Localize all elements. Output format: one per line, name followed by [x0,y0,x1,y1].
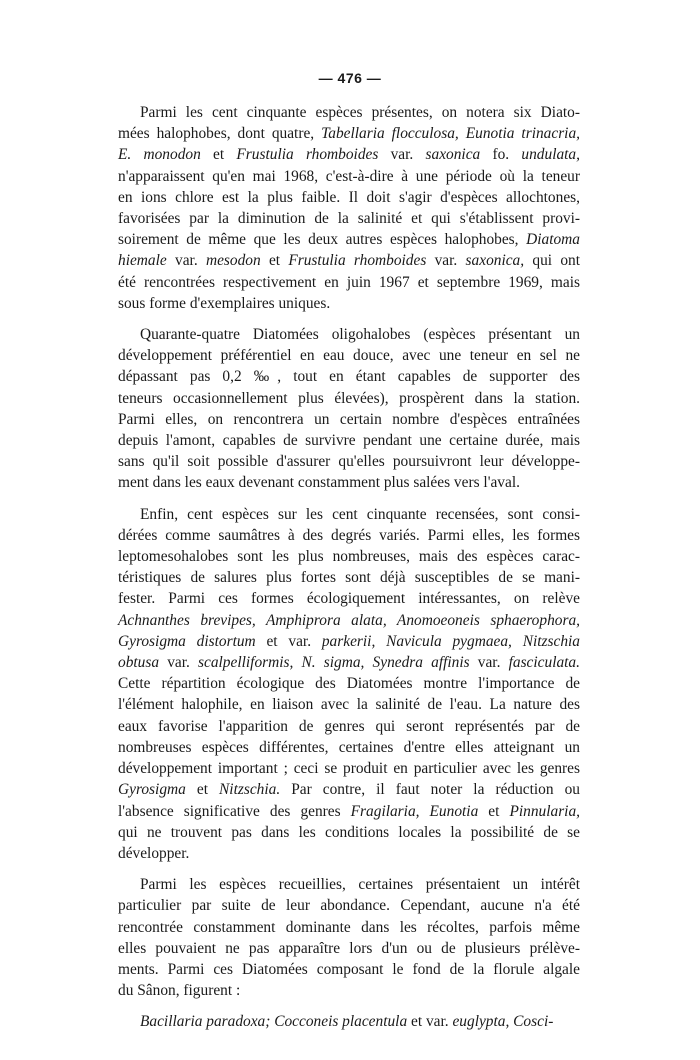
text-run: soirement de même que les deux autres espèces halophobes, [118,231,527,249]
text-line [118,610,580,631]
text-run: sous forme d'exemplaires uniques. [118,294,331,312]
text-line [118,567,580,588]
text-line [118,758,580,779]
text-run: téristiques de salures plus fortes sont déjà susceptibles de se mani- [118,569,580,587]
text-run: et [260,252,289,270]
text-run: mées halophobes, dont quatre, [118,125,322,143]
italic-text: obtusa [118,654,160,672]
text-line [118,102,580,123]
text-run: teneurs occasionnellement plus élevées), prospèrent dans la station. [118,389,580,407]
text-run: fester. Parmi ces formes écologiquement intéressantes, on relève [118,590,580,608]
text-line [118,588,580,609]
text-run: développement préférentiel en eau douce, avec une teneur en sel ne [118,347,580,365]
text-line [118,895,580,916]
text-run: ments. Parmi ces Diatomées composant le fond de la florule algale [118,960,580,978]
paragraph [118,504,580,864]
text-line [118,716,580,737]
text-run: nombreuses espèces différentes, certaines d'entre elles atteignant un [118,738,580,756]
italic-text: Nitzschia. [219,781,281,799]
italic-text: hiemale [118,252,167,270]
text-line [118,737,580,758]
text-line [118,874,580,895]
text-run: n'apparaissent qu'en mai 1968, c'est-à-dire à une période où la teneur [118,167,580,185]
text-run: et [185,781,220,799]
italic-text: saxonica, [465,252,525,270]
text-run: var. [426,252,466,270]
text-run: et var. [407,1013,453,1031]
text-run: elles pouvaient ne pas apparaître lors d'un ou de plusieurs prélève- [118,939,580,957]
text-line [118,144,580,165]
text-run: var. [159,654,199,672]
text-run: var. [378,146,426,164]
text-run: Parmi elles, on rencontrera un certain nombre d'espèces entraînées [118,410,580,428]
text-line [118,430,580,451]
paragraph [118,874,580,1001]
text-run: fo. [480,146,522,164]
text-line [118,504,580,525]
paragraph [118,102,580,314]
text-line [118,917,580,938]
text-run: var. [166,252,206,270]
text-line [118,250,580,271]
text-run: l'absence significative des genres [118,802,351,820]
text-run: sans qu'il soit possible d'assurer qu'elles poursuivront leur développe- [118,453,580,471]
text-run: ment dans les eaux devenant constamment plus salées vers l'aval. [118,474,520,492]
text-run: Quarante-quatre Diatomées oligohalobes (espèces présentant un [140,326,580,344]
italic-text: E. monodon [118,146,201,164]
italic-text: Frustulia rhomboides [288,252,427,270]
italic-text: Gyrosigma [118,781,186,799]
text-line [118,187,580,208]
page-number: — 476 — [318,70,382,86]
text-line [118,673,580,694]
text-line [118,324,580,345]
text-line [118,166,580,187]
text-run: développement important ; ceci se produit en particulier avec les genres [118,760,580,778]
text-line [118,779,580,800]
italic-text: Fragilaria, Eunotia [350,802,479,820]
text-line [118,229,580,250]
text-line [118,208,580,229]
text-run: leptomesohalobes sont les plus nombreuses, mais des espèces carac- [118,548,580,566]
text-run: depuis l'amont, capables de survivre pendant une certaine durée, mais [118,432,580,450]
text-run: et [478,802,510,820]
text-run: var. [469,654,509,672]
italic-text: scalpelliformis, N. sigma, Synedra affinis [198,654,470,672]
text-line [118,546,580,567]
text-line [118,959,580,980]
italic-text: Achnanthes brevipes, Amphiprora alata, Anomoeoneis sphaerophora, [118,611,580,629]
italic-text: Diatoma [526,231,580,249]
text-run: Parmi les cent cinquante espèces présentes, on notera six Diato- [140,104,580,121]
paragraph [118,1011,580,1032]
text-run: été rencontrées respectivement en juin 1967 et septembre 1969, mais [118,273,580,291]
italic-text: Bacillaria paradoxa; Cocconeis placentula [140,1013,408,1031]
text-run: en ions chlore est la plus faible. Il doit s'agir d'espèces allochtones, [118,188,580,206]
text-run: l'élément halophile, en liaison avec la salinité de l'eau. La nature des [118,696,580,714]
text-line [118,801,580,822]
text-run: favorisées par la diminution de la salinité et qui s'établissent provi- [118,210,580,228]
text-line [118,694,580,715]
text-run: Enfin, cent espèces sur les cent cinquante recensées, sont consi- [140,505,580,523]
italic-text: fasciculata. [508,654,580,672]
paragraph [118,324,580,494]
text-line [118,525,580,546]
text-line [118,366,580,387]
text-run: eaux favorise l'apparition de genres qui seront représentés par de [118,717,580,735]
italic-text: euglypta, Cosci- [452,1013,554,1031]
italic-text: saxonica [425,146,481,164]
text-line [118,123,580,144]
italic-text: Frustulia rhomboides [236,146,379,164]
text-run: développer. [118,844,190,862]
text-run: qui ont [524,252,580,270]
italic-text: Tabellaria flocculosa, Eunotia trinacria, [321,125,580,143]
text-run: et [200,146,237,164]
text-run: Cette répartition écologique des Diatomées montre l'importance de [118,675,580,693]
text-line [118,652,580,673]
text-run: rencontrée constamment dominante dans les récoltes, parfois même [118,918,580,936]
italic-text: Gyrosigma distortum [118,632,256,650]
text-line [118,1011,580,1032]
text-run: dépassant pas 0,2 ‰, tout en étant capables de supporter des [118,368,580,386]
text-line [118,409,580,430]
text-line [118,472,580,493]
text-run: et var. [255,632,322,650]
body-text [118,102,580,1043]
text-line [118,980,580,1001]
text-run: dérées comme saumâtres à des degrés variés. Parmi elles, les formes [118,526,580,544]
text-line [118,843,580,864]
italic-text: parkerii, Navicula pygmaea, Nitzschia [321,632,580,650]
text-line [118,345,580,366]
text-line [118,293,580,314]
text-line [118,631,580,652]
text-run: Par contre, il faut noter la réduction ou [280,781,580,799]
text-line [118,388,580,409]
text-run: Parmi les espèces recueillies, certaines présentaient un intérêt [140,876,580,894]
text-run: du Sânon, figurent : [118,982,241,1000]
italic-text: Pinnularia, [509,802,580,820]
italic-text: mesodon [205,252,261,270]
italic-text: undulata, [521,146,580,164]
text-run: qui ne trouvent pas dans les conditions locales la possibilité de se [118,823,580,841]
text-line [118,822,580,843]
text-run: particulier par suite de leur abondance. Cependant, aucune n'a été [118,897,580,915]
text-line [118,272,580,293]
text-line [118,938,580,959]
text-line [118,451,580,472]
